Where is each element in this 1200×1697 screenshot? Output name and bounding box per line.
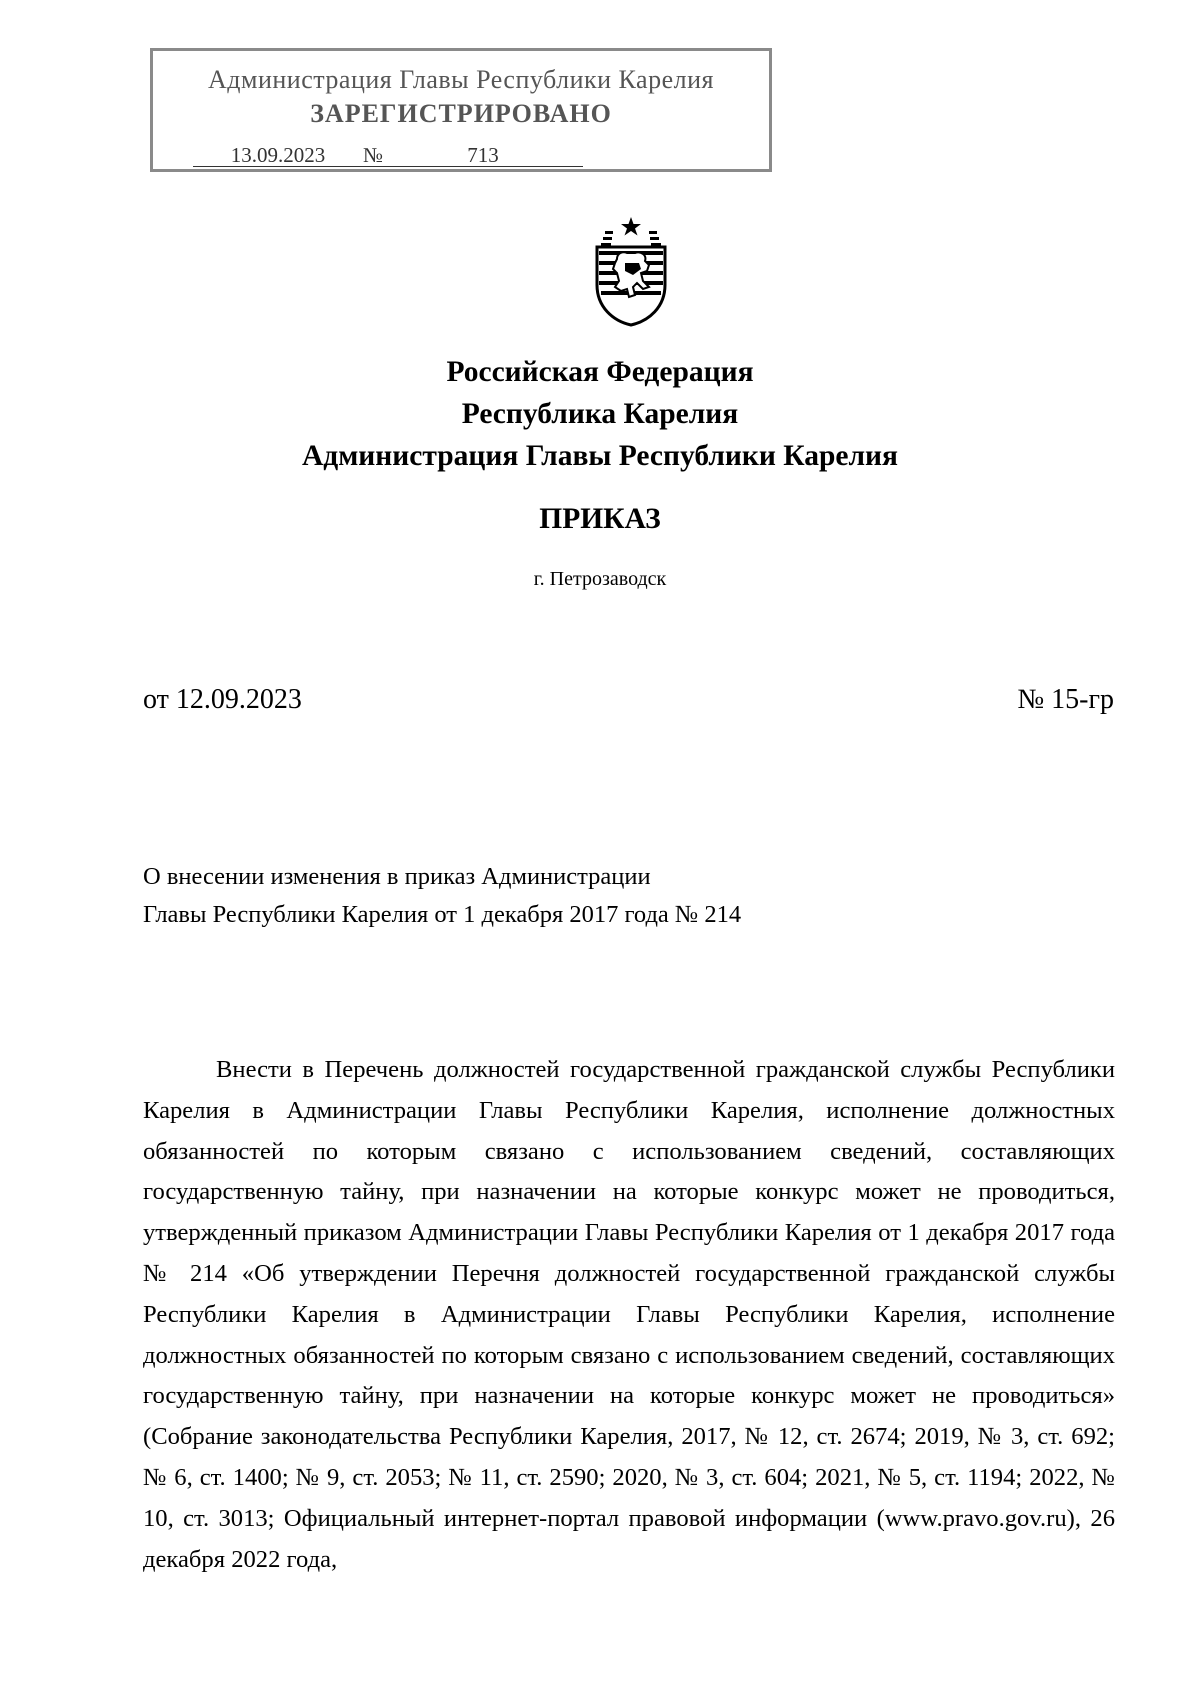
- stamp-status: ЗАРЕГИСТРИРОВАНО: [310, 99, 612, 128]
- order-subject-line-1: О внесении изменения в приказ Администрации: [143, 863, 651, 890]
- order-number: № 15-гр: [1017, 684, 1114, 715]
- header-administration: Администрация Главы Республики Карелия: [301, 440, 899, 472]
- header-country: Российская Федерация: [446, 356, 754, 388]
- stamp-number-label: №: [363, 143, 384, 167]
- stamp-date: 13.09.2023: [193, 144, 363, 167]
- order-subject: [143, 858, 741, 934]
- document-type-title: ПРИКАЗ: [539, 503, 661, 535]
- karelia-coat-of-arms-icon: [583, 215, 679, 327]
- document-city: г. Петрозаводск: [533, 568, 667, 590]
- order-date: от 12.09.2023: [143, 684, 302, 715]
- order-body-paragraph: Внести в Перечень должностей государственной гражданской службы Республики Карелия в Администрации Главы Республики Карелия, исполнение должностных обязанностей по которым связано с использованием сведений, составляющих государственную тайну, при назначении на которые конкурс может не проводиться, утвержденный приказом Администрации Главы Республики Карелия от 1 декабря 2017 года № 214 «Об утверждении Перечня должностей государственной гражданской службы Республики Карелия в Администрации Главы Республики Карелия, исполнение должностных обязанностей по которым связано с использованием сведений, составляющих государственную тайну, при назначении на которые конкурс может не проводиться» (Собрание законодательства Республики Карелия, 2017, № 12, ст. 2674; 2019, № 3, ст. 692; № 6, ст. 1400; № 9, ст. 2053; № 11, ст. 2590; 2020, № 3, ст. 604; 2021, № 5, ст. 1194; 2022, № 10, ст. 3013; Официальный интернет-портал правовой информации (www.pravo.gov.ru), 26 декабря 2022 года,: [143, 1056, 1115, 1573]
- stamp-registration-line: [193, 143, 583, 168]
- stamp-organization: Администрация Главы Республики Карелия: [208, 65, 714, 94]
- order-subject-line-2: Главы Республики Карелия от 1 декабря 2017 года № 214: [143, 901, 742, 928]
- registration-stamp: [150, 48, 772, 172]
- header-republic: Республика Карелия: [461, 398, 739, 430]
- stamp-number: 713: [383, 144, 583, 167]
